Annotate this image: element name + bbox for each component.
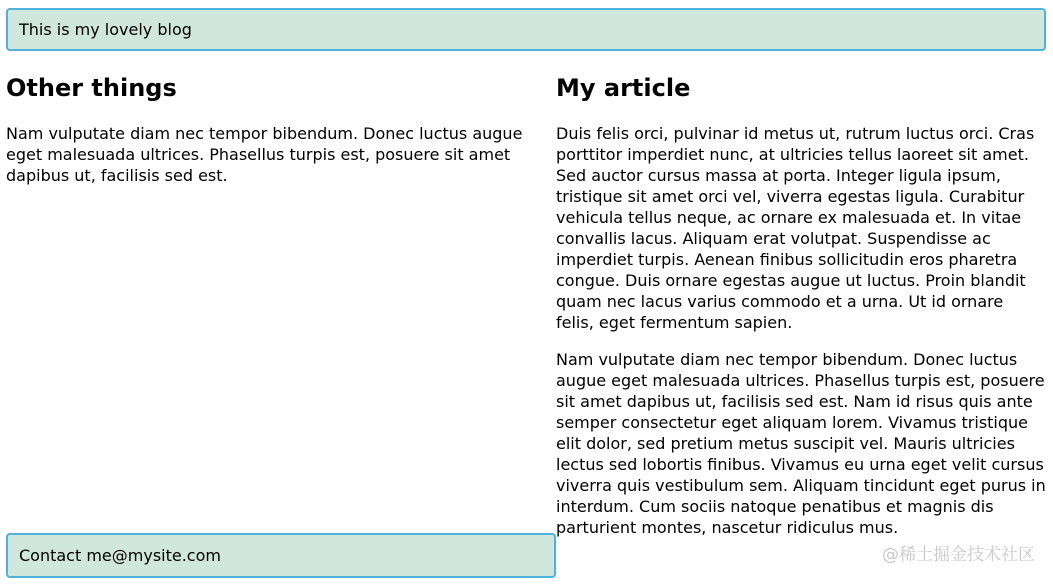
- article-paragraph: Nam vulputate diam nec tempor bibendum. Donec luctus augue eget malesuada ultrices. Phasellus turpis est, posuere sit amet dapibus ut, facilisis sed est. Nam id risus quis ante semper consectetur eget aliquam lorem. Vivamus tristique elit dolor, sed pretium metus suscipit vel. Mauris ultricies lectus sed lobortis finibus. Vivamus eu urna eget velit cursus viverra quis vestibulum sem. Aliquam tincidunt eget purus in interdum. Cum sociis natoque penatibus et magnis dis parturient montes, nascetur ridiculus mus.: [556, 350, 1046, 537]
- article-heading: My article: [556, 74, 691, 102]
- contact-text: Contact me@mysite.com: [19, 545, 221, 565]
- sidebar-text: Nam vulputate diam nec tempor bibendum. Donec luctus augue eget malesuada ultrices. Phasellus turpis est, posuere sit amet dapibus ut, facilisis sed est.: [6, 124, 523, 185]
- main-article: [556, 72, 1046, 538]
- sidebar-heading: Other things: [6, 74, 177, 102]
- site-header: [6, 8, 1046, 51]
- watermark: @稀土掘金技术社区: [882, 545, 1035, 565]
- sidebar: [6, 72, 542, 186]
- article-paragraph: Duis felis orci, pulvinar id metus ut, rutrum luctus orci. Cras porttitor imperdiet nunc, at ultricies tellus laoreet sit amet. Sed auctor cursus massa at porta. Integer ligula ipsum, tristique sit amet orci vel, viverra egestas ligula. Curabitur vehicula tellus neque, ac ornare ex malesuada et. In vitae convallis lacus. Aliquam erat volutpat. Suspendisse ac imperdiet turpis. Aenean finibus sollicitudin eros pharetra congue. Duis ornare egestas augue ut luctus. Proin blandit quam nec lacus varius commodo et a urna. Ut id ornare felis, eget fermentum sapien.: [556, 124, 1035, 332]
- site-title: This is my lovely blog: [19, 19, 192, 39]
- site-footer: [6, 533, 556, 578]
